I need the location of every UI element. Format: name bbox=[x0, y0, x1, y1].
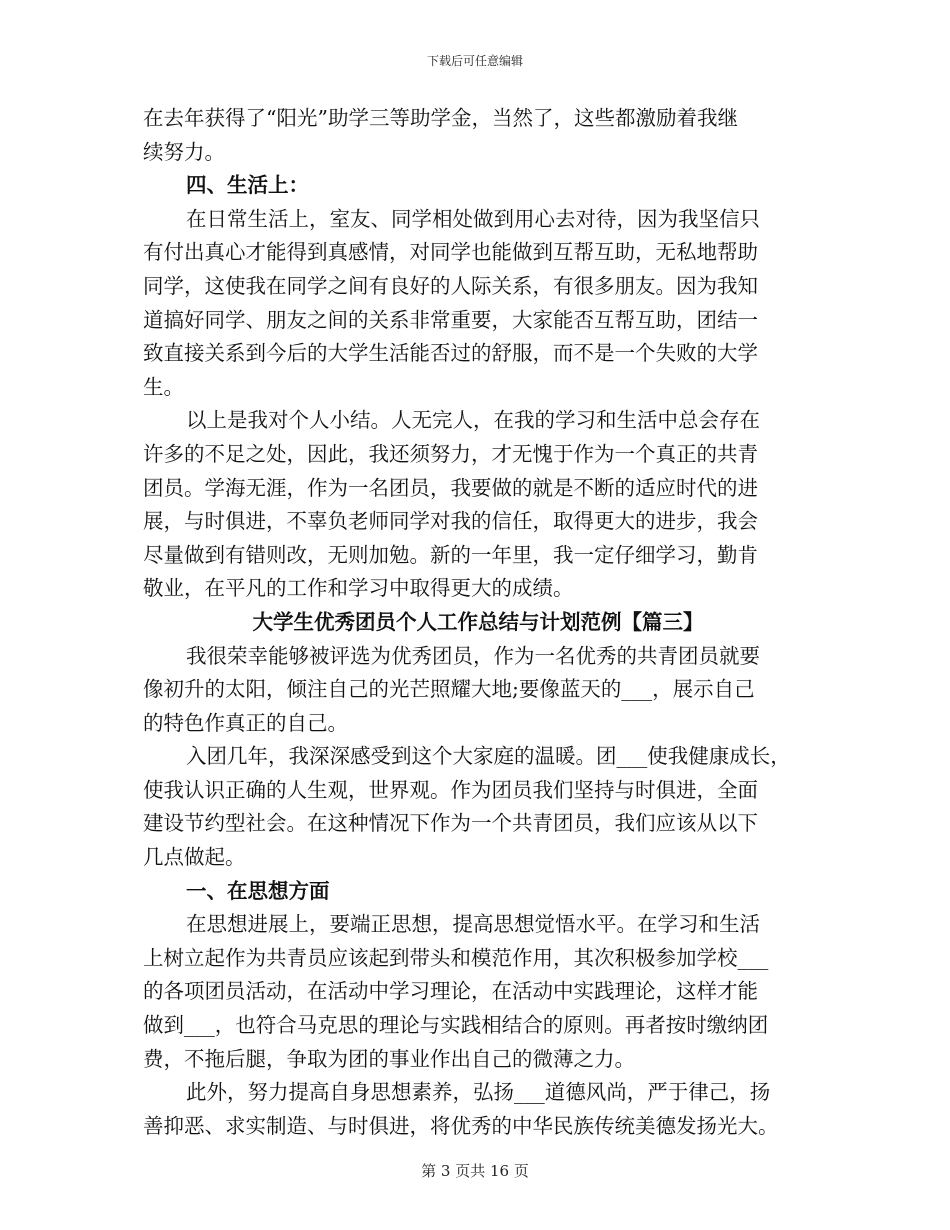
paragraph-first-line: 在日常生活上，室友、同学相处做到用心去对待，因为我坚信只 bbox=[186, 206, 760, 231]
section-heading-life: 四、生活上： bbox=[186, 173, 309, 198]
body-line: 道搞好同学、朋友之间的关系非常重要，大家能否互帮互助，团结一 bbox=[143, 307, 758, 332]
body-line: 上树立起作为共青员应该起到带头和模范作用，其次积极参加学校___ bbox=[143, 945, 769, 970]
body-line: 展，与时俱进，不辜负老师同学对我的信任，取得更大的进步，我会 bbox=[143, 509, 758, 534]
page-header: 下载后可任意编辑 bbox=[426, 54, 523, 68]
section-heading-thought: 一、在思想方面 bbox=[186, 878, 330, 903]
body-line: 的各项团员活动，在活动中学习理论，在活动中实践理论，这样才能 bbox=[143, 979, 758, 1004]
body-line: 费，不拖后腿，争取为团的事业作出自己的微薄之力。 bbox=[143, 1046, 635, 1071]
body-line: 建设节约型社会。在这种情况下作为一个共青团员，我们应该从以下 bbox=[143, 811, 758, 836]
paragraph-first-line: 此外，努力提高自身思想素养，弘扬___道德风尚，严于律己，扬 bbox=[186, 1080, 771, 1105]
body-line: 的特色作真正的自己。 bbox=[143, 710, 348, 735]
paragraph-first-line: 以上是我对个人小结。人无完人，在我的学习和生活中总会存在 bbox=[186, 408, 760, 433]
paragraph-first-line: 我很荣幸能够被评选为优秀团员，作为一名优秀的共青团员就要 bbox=[186, 643, 760, 668]
body-line: 许多的不足之处，因此，我还须努力，才无愧于作为一个真正的共青 bbox=[143, 441, 758, 466]
article-title: 大学生优秀团员个人工作总结与计划范例【篇三】 bbox=[252, 609, 704, 634]
body-line: 生。 bbox=[143, 374, 184, 399]
body-line: 像初升的太阳，倾注自己的光芒照耀大地;要像蓝天的___，展示自己 bbox=[143, 677, 755, 702]
body-line: 几点做起。 bbox=[143, 845, 246, 870]
body-line: 团员。学海无涯，作为一名团员，我要做的就是不断的适应时代的进 bbox=[143, 475, 758, 500]
document-body bbox=[143, 102, 813, 1143]
body-line: 做到___，也符合马克思的理论与实践相结合的原则。再者按时缴纳团 bbox=[143, 1013, 769, 1038]
body-line: 尽量做到有错则改，无则加勉。新的一年里，我一定仔细学习，勤肯 bbox=[143, 542, 758, 567]
page-number: 第 3 页共 16 页 bbox=[421, 1162, 529, 1180]
body-line: 有付出真心才能得到真感情，对同学也能做到互帮互助，无私地帮助 bbox=[143, 240, 758, 265]
body-line: 续努力。 bbox=[143, 139, 225, 164]
paragraph-first-line: 入团几年，我深深感受到这个大家庭的温暖。团___使我健康成长， bbox=[186, 744, 791, 769]
paragraph-first-line: 在思想进展上，要端正思想，提高思想觉悟水平。在学习和生活 bbox=[186, 912, 760, 937]
body-line: 同学，这使我在同学之间有良好的人际关系，有很多朋友。因为我知 bbox=[143, 273, 758, 298]
body-line: 在去年获得了“阳光”助学三等助学金，当然了，这些都激励着我继 bbox=[143, 106, 738, 130]
body-line: 善抑恶、求实制造、与时俱进，将优秀的中华民族传统美德发扬光大。 bbox=[143, 1113, 779, 1138]
body-line: 敬业，在平凡的工作和学习中取得更大的成绩。 bbox=[143, 576, 574, 601]
body-line: 使我认识正确的人生观，世界观。作为团员我们坚持与时俱进，全面 bbox=[143, 777, 758, 802]
body-line: 致直接关系到今后的大学生活能否过的舒服，而不是一个失败的大学 bbox=[143, 341, 758, 366]
